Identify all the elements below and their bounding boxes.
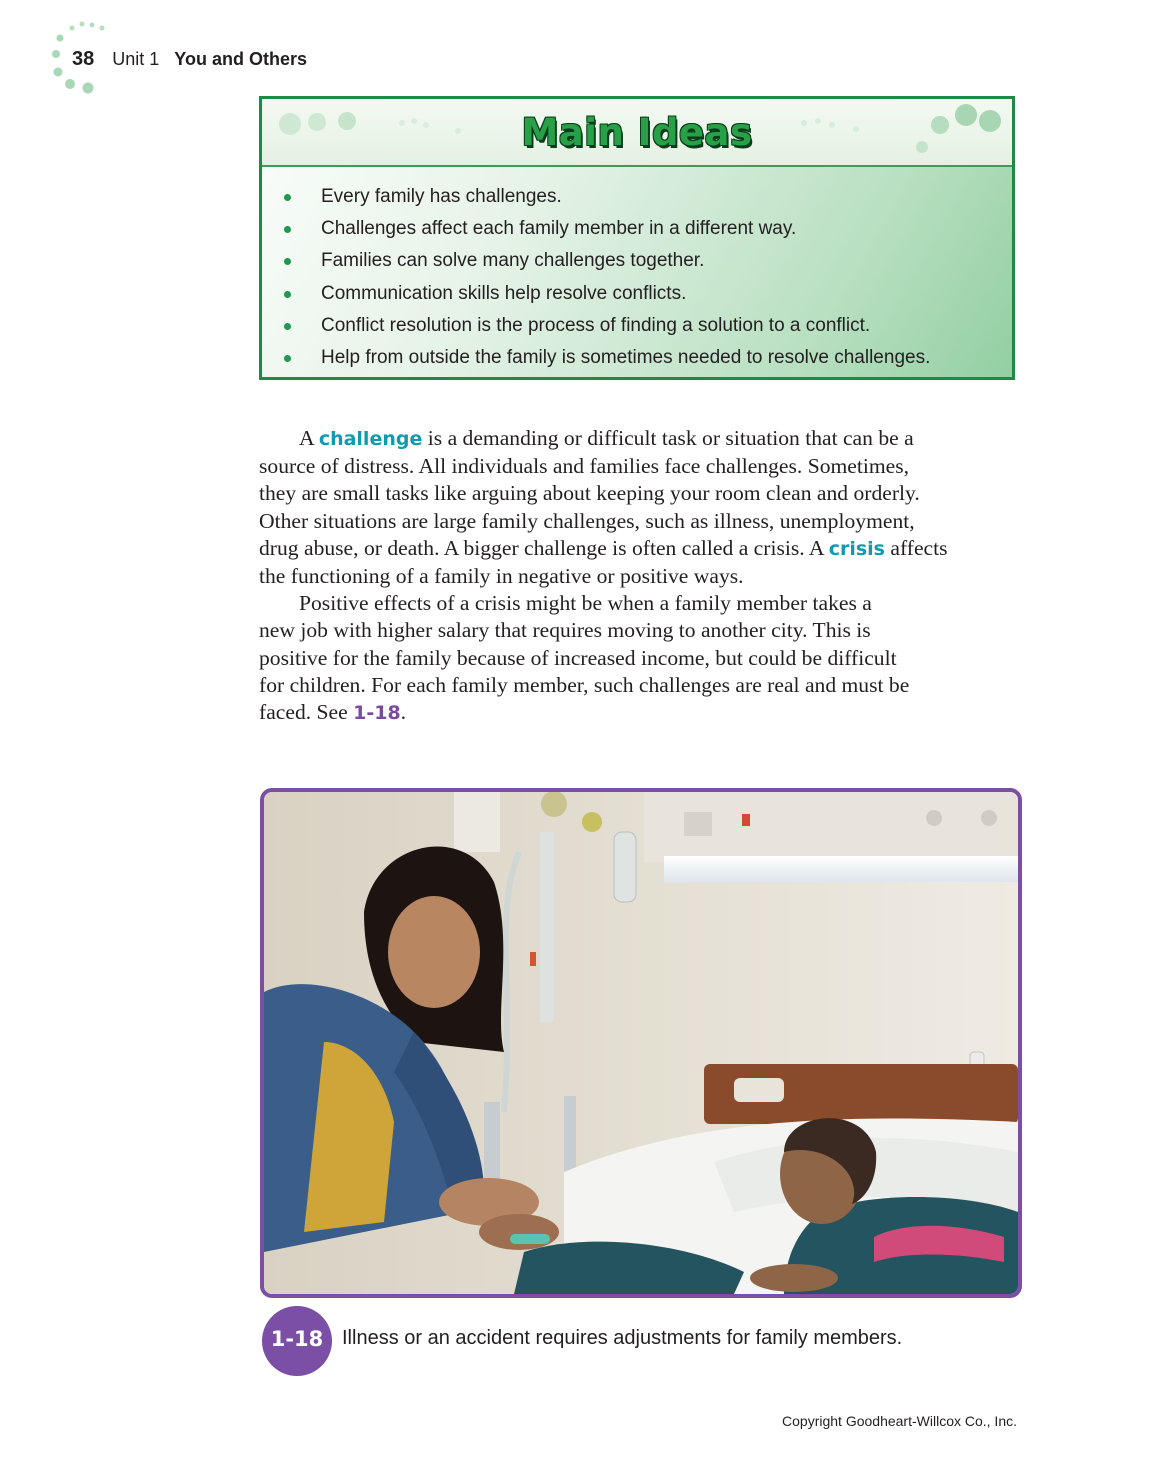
body-line: the functioning of a family in negative or positive ways.	[259, 564, 744, 589]
copyright-notice: Copyright Goodheart-Willcox Co., Inc.	[782, 1413, 1017, 1429]
page-number: 38	[72, 48, 95, 70]
body-text	[259, 425, 1029, 727]
figure-reference[interactable]: 1-18	[353, 702, 401, 725]
term-challenge: challenge	[318, 428, 423, 450]
hospital-photo	[260, 788, 1022, 1298]
figure-caption: Illness or an accident requires adjustments for family members.	[342, 1327, 903, 1349]
unit-label: Unit 1	[112, 49, 160, 69]
page-header	[72, 48, 307, 71]
body-line: faced. See 1-18.	[259, 700, 407, 725]
body-line: Other situations are large family challenges, such as illness, unemployment,	[259, 508, 915, 533]
unit-title: You and Others	[174, 49, 307, 69]
main-idea-item: Every family has challenges.	[262, 181, 930, 213]
main-idea-item: Challenges affect each family member in a different way.	[262, 213, 930, 245]
main-ideas-title: Main Ideas	[521, 111, 753, 154]
body-line: source of distress. All individuals and families face challenges. Sometimes,	[259, 454, 910, 479]
body-line: A challenge is a demanding or difficult task or situation that can be a	[299, 426, 914, 450]
main-ideas-title-band	[262, 99, 1012, 167]
main-ideas-box	[259, 96, 1015, 380]
main-idea-item: Help from outside the family is sometimes needed to resolve challenges.	[262, 342, 930, 374]
figure-number-badge: 1-18	[262, 1306, 332, 1376]
main-idea-item: Conflict resolution is the process of finding a solution to a conflict.	[262, 310, 930, 342]
body-line: they are small tasks like arguing about keeping your room clean and orderly.	[259, 481, 920, 506]
main-idea-item: Families can solve many challenges together.	[262, 245, 930, 277]
body-line: for children. For each family member, such challenges are real and must be	[259, 672, 910, 697]
body-line: Positive effects of a crisis might be when a family member takes a	[299, 591, 872, 616]
body-line: positive for the family because of increased income, but could be difficult	[259, 645, 897, 670]
body-line: new job with higher salary that requires moving to another city. This is	[259, 618, 871, 643]
term-crisis: crisis	[828, 537, 885, 560]
main-idea-item: Communication skills help resolve conflicts.	[262, 278, 930, 310]
body-line: drug abuse, or death. A bigger challenge is often called a crisis. A crisis affects	[259, 535, 948, 560]
main-ideas-list	[262, 181, 930, 374]
